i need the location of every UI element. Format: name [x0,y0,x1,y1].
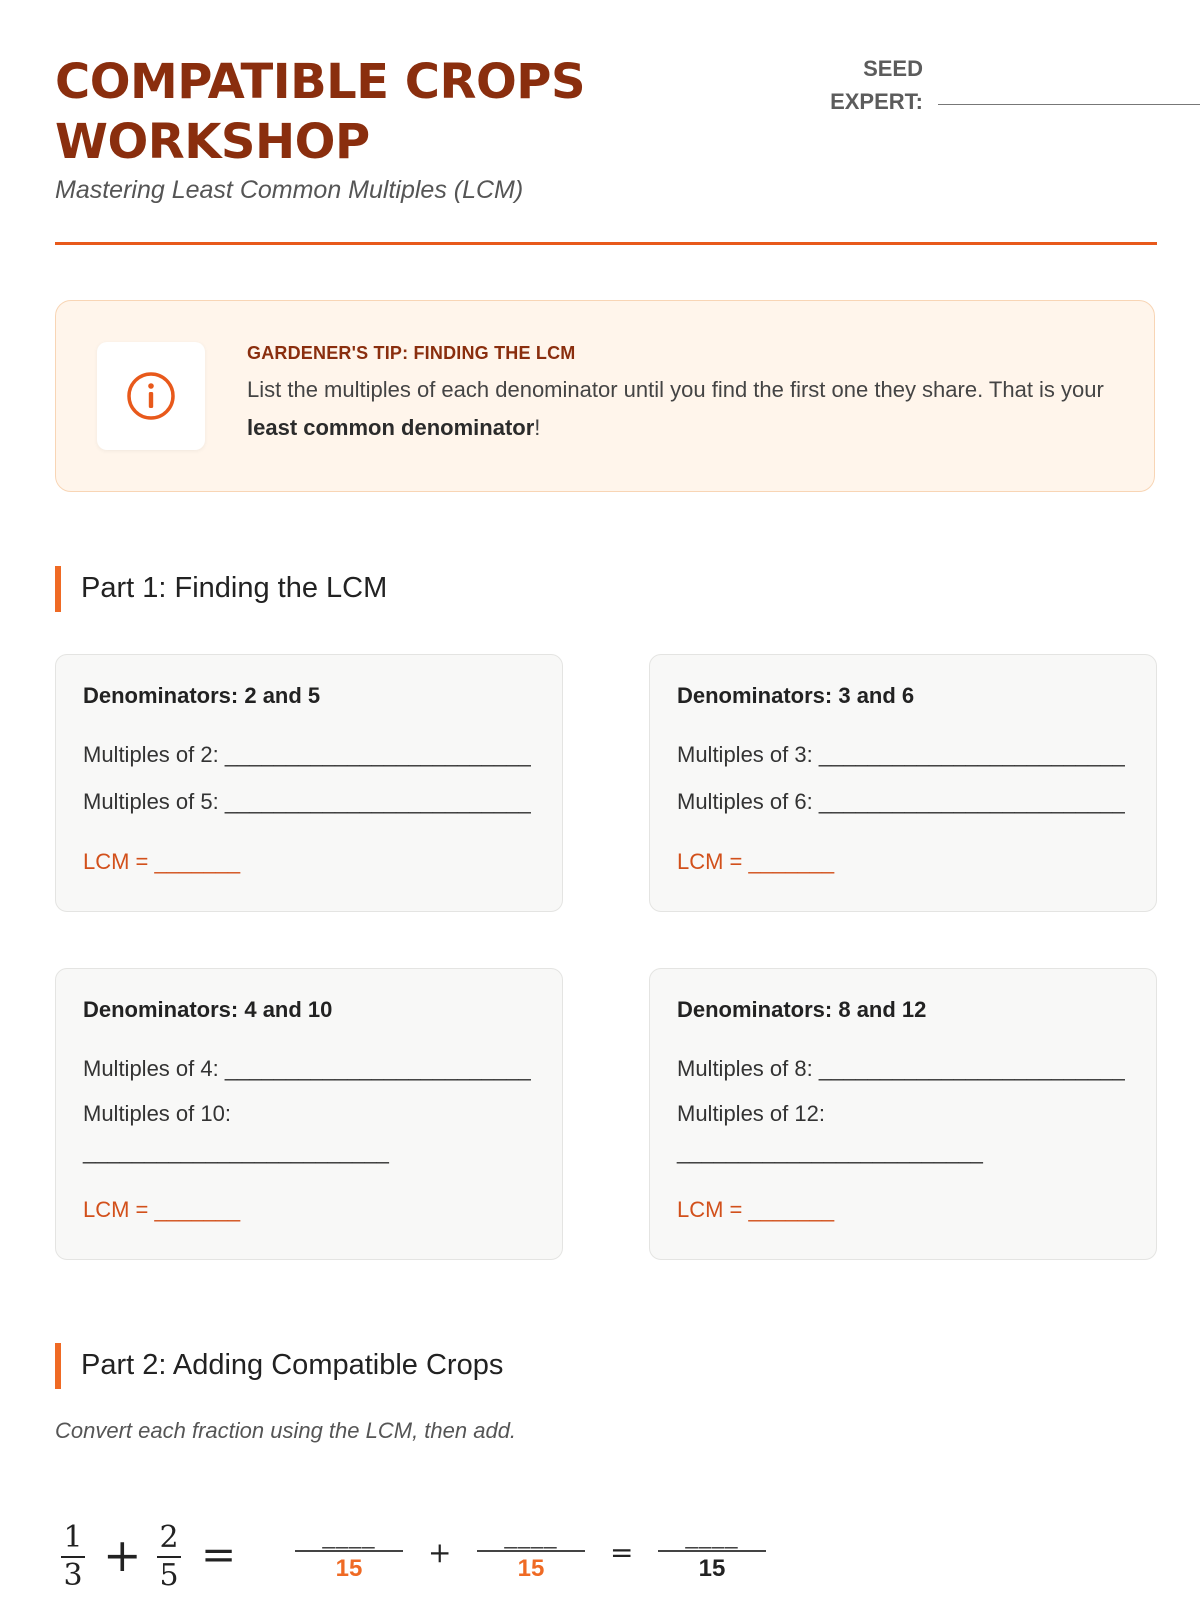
part-2-heading [55,1343,955,1389]
card-title: Denominators: 3 and 6 [677,683,915,708]
tip-text-end: ! [534,415,541,440]
tip-text-bold: least common denominator [247,415,535,440]
card-title: Denominators: 4 and 10 [83,997,333,1022]
part-1-heading [55,566,955,612]
equals-sign: = [610,1536,634,1569]
fraction-a [59,1520,87,1594]
lcm-card-2 [649,654,1157,912]
multiples-b-field[interactable]: Multiples of 6: _________________________ [677,789,1125,814]
fraction-b-denominator: 5 [159,1558,179,1593]
fraction-a-denominator: 3 [63,1558,83,1593]
card-title: Denominators: 2 and 5 [83,683,321,708]
denominator-lcm: 15 [698,1555,726,1582]
tip-title: GARDENER'S TIP: FINDING THE LCM [247,343,576,363]
plus-sign: + [428,1536,452,1569]
lcm-answer-field[interactable]: LCM = _______ [83,849,241,874]
part-2-instruction: Convert each fraction using the LCM, then add. [55,1418,517,1443]
multiples-b-blank[interactable]: _________________________ [677,1139,983,1164]
tip-icon-box [97,342,205,450]
section-accent-bar [55,1343,61,1389]
converted-fraction-2[interactable] [477,1524,585,1586]
numerator-blank[interactable]: ____ [504,1524,558,1549]
seed-label-line-2: EXPERT: [830,89,923,114]
lcm-card-1 [55,654,563,912]
seed-expert-name-line[interactable] [938,104,1200,105]
multiples-b-field[interactable]: Multiples of 5: _________________________ [83,789,531,814]
multiples-b-field[interactable] [83,1095,543,1171]
fraction-problem-1 [55,1500,855,1600]
multiples-b-field[interactable] [677,1095,1137,1171]
equals-sign: = [201,1530,237,1579]
numerator-blank[interactable]: ____ [685,1524,739,1549]
sum-fraction[interactable] [658,1524,766,1586]
info-icon [126,371,176,421]
numerator-blank[interactable]: ____ [322,1524,376,1549]
multiples-b-blank[interactable]: _________________________ [83,1139,389,1164]
denominator-lcm: 15 [517,1555,545,1582]
lcm-card-3 [55,968,563,1260]
fraction-b [155,1520,183,1594]
card-title: Denominators: 8 and 12 [677,997,927,1022]
multiples-b-label: Multiples of 12: [677,1101,825,1126]
tip-text-start: List the multiples of each denominator until you find the first one they share. That is your [247,377,1104,402]
title-line-2: WORKSHOP [55,114,370,170]
fraction-b-numerator: 2 [159,1520,179,1555]
seed-label-line-1: SEED [863,56,923,81]
plus-sign: + [103,1528,142,1582]
fraction-a-numerator: 1 [63,1520,83,1555]
tip-text [247,371,1117,447]
multiples-a-field[interactable]: Multiples of 8: _________________________ [677,1056,1125,1081]
gardeners-tip-callout [55,300,1155,492]
part-2-heading-label: Part 2: Adding Compatible Crops [81,1349,504,1381]
lcm-answer-field[interactable]: LCM = _______ [83,1197,241,1222]
seed-expert-label [755,52,923,118]
lcm-answer-field[interactable]: LCM = _______ [677,849,835,874]
converted-fraction-1[interactable] [295,1524,403,1586]
multiples-a-field[interactable]: Multiples of 3: _________________________ [677,742,1125,767]
multiples-a-field[interactable]: Multiples of 2: _________________________ [83,742,531,767]
multiples-a-field[interactable]: Multiples of 4: _________________________ [83,1056,531,1081]
multiples-b-label: Multiples of 10: [83,1101,231,1126]
worksheet-page [55,0,1157,1600]
header-divider [55,242,1157,245]
denominator-lcm: 15 [335,1555,363,1582]
page-subtitle: Mastering Least Common Multiples (LCM) [55,176,524,204]
title-line-1: COMPATIBLE CROPS [55,54,586,110]
lcm-answer-field[interactable]: LCM = _______ [677,1197,835,1222]
lcm-card-4 [649,968,1157,1260]
section-accent-bar [55,566,61,612]
page-title [55,52,695,172]
part-1-heading-label: Part 1: Finding the LCM [81,572,388,604]
